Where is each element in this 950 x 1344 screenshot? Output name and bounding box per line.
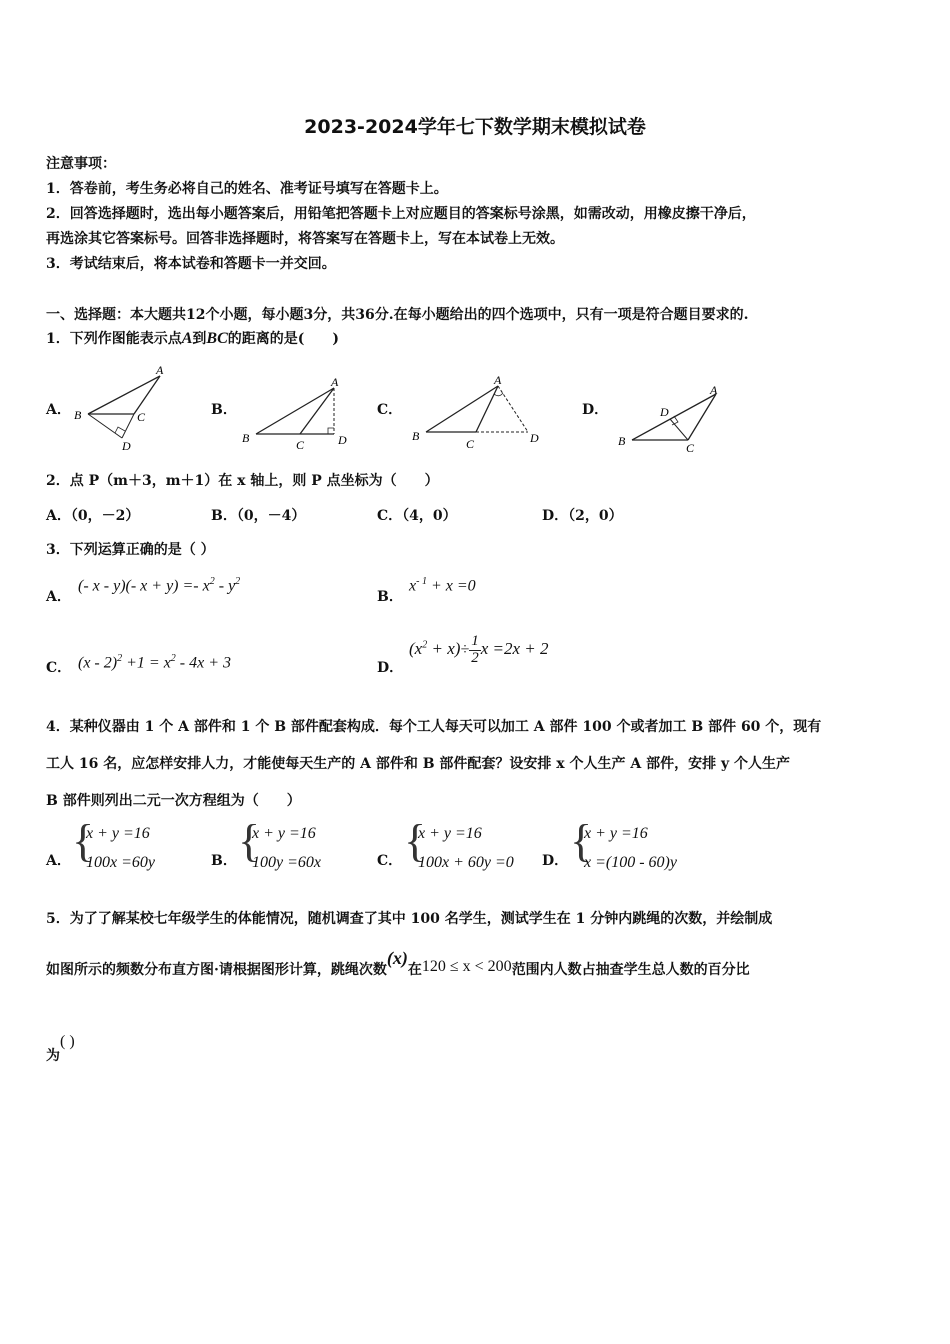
brace-icon: { <box>404 815 427 866</box>
brace-icon: { <box>570 815 593 866</box>
q3-option-b-label: B． <box>377 589 403 605</box>
q3-option-d-expr: $(x^2 + x)\div$ $\frac{1}{2}$ x =2x + 2 <box>409 633 549 666</box>
section-heading: 一、选择题：本大题共12个小题，每小题3分，共36分.在每小题给出的四个选项中，只有一项是符合题目要求的. <box>46 307 749 323</box>
q1-figure-b <box>238 372 358 454</box>
brace-icon: { <box>238 815 261 866</box>
q1-figure-c <box>408 372 548 454</box>
q3-option-a-label: A． <box>46 589 71 605</box>
notice-item: 3．考试结束后，将本试卷和答题卡一并交回。 <box>46 256 336 272</box>
svg-text:B: B <box>618 434 626 448</box>
q3-stem: 3．下列运算正确的是（ ） <box>46 542 215 558</box>
q3-option-b-expr: $x^{- 1} + x =0$ <box>409 576 476 595</box>
notice-item: 1．答卷前，考生务必将自己的姓名、准考证号填写在答题卡上。 <box>46 181 448 197</box>
q1-figure-a <box>70 362 170 452</box>
q4-line-3: B 部件则列出二元一次方程组为（ ） <box>46 793 301 809</box>
point-label: C <box>137 410 146 424</box>
svg-text:C: C <box>466 437 475 451</box>
q1-option-a-label: A． <box>46 402 71 418</box>
q3-option-a-expr: (- x - y)(- $x + y) =- x^2 - y^2$ <box>78 576 241 595</box>
q4-system-a-eq2: 100x =60y <box>86 854 155 871</box>
q4-option-a-label: A． <box>46 853 71 869</box>
point-label: B <box>74 408 82 422</box>
svg-text:A: A <box>494 373 502 387</box>
q2-option-a: A．（0，－2） <box>46 508 140 524</box>
q2-option-b: B．（0，－4） <box>211 508 306 524</box>
q3-option-c-label: C． <box>46 660 72 676</box>
q2-option-d: D．（2，0） <box>542 508 623 524</box>
q1-option-b-label: B． <box>211 402 237 418</box>
brace-icon: { <box>72 815 95 866</box>
q4-option-d-label: D． <box>542 853 569 869</box>
q1-option-d-label: D． <box>582 402 609 418</box>
q4-system-c-eq2: 100x + 60y =0 <box>418 854 514 871</box>
svg-text:A: A <box>331 375 339 389</box>
q4-system-d-eq1: x + y =16 <box>584 825 648 842</box>
q2-stem: 2．点 P（m＋3，m＋1）在 x 轴上，则 P 点坐标为（ ） <box>46 473 439 489</box>
q5-line-1: 5．为了了解某校七年级学生的体能情况，随机调查了其中 100 名学生，测试学生在 1 分钟内跳绳的次数，并绘制成 <box>46 911 773 927</box>
notice-item: 2．回答选择题时，选出每小题答案后，用铅笔把答题卡上对应题目的答案标号涂黑，如需改动，用橡皮擦干净后， <box>46 206 756 222</box>
svg-text:C: C <box>296 438 305 452</box>
notice-heading: 注意事项： <box>46 156 116 172</box>
q4-line-2: 工人 16 名，应怎样安排人力，才能使每天生产的 A 部件和 B 部件配套？设安排 x 个人生产 A 部件，安排 y 个人生产 <box>46 756 791 772</box>
point-label: D <box>122 439 131 452</box>
q4-line-1: 4．某种仪器由 1 个 A 部件和 1 个 B 部件配套构成．每个工人每天可以加工 A 部件 100 个或者加工 B 部件 60 个，现有 <box>46 719 822 735</box>
svg-text:A: A <box>710 383 718 397</box>
svg-text:D: D <box>660 405 669 419</box>
q1-figure-d <box>614 382 734 454</box>
q3-option-d-label: D． <box>377 660 404 676</box>
svg-text:B: B <box>412 429 420 443</box>
svg-text:C: C <box>686 441 695 454</box>
q5-line-3: 为( ) <box>46 1033 75 1064</box>
q4-system-b-eq2: 100y =60x <box>252 854 321 871</box>
point-label: A <box>156 363 164 377</box>
svg-text:B: B <box>242 431 250 445</box>
q4-option-b-label: B． <box>211 853 237 869</box>
q4-system-b-eq1: x + y =16 <box>252 825 316 842</box>
q2-option-c: C．（4，0） <box>377 508 457 524</box>
q3-option-c-expr: $(x - 2)^2 +1 = x^2 - 4x + 3$ <box>78 653 232 672</box>
q4-system-d-eq2: x =(100 - 60)y <box>584 854 677 871</box>
page-title: 2023-2024学年七下数学期末模拟试卷 <box>304 116 646 138</box>
q1-option-c-label: C． <box>377 402 403 418</box>
q1-stem: 1．下列作图能表示点A到BC的距离的是( ) <box>46 330 340 347</box>
svg-text:D: D <box>338 433 347 447</box>
q4-system-a-eq1: x + y =16 <box>86 825 150 842</box>
svg-text:D: D <box>530 431 539 445</box>
q5-line-2: 如图所示的频数分布直方图·请根据图形计算，跳绳次数(x)在120 ≤ x < 200范围内人数占抽查学生总人数的百分比 <box>46 948 750 978</box>
q4-option-c-label: C． <box>377 853 403 869</box>
notice-item: 再选涂其它答案标号。回答非选择题时，将答案写在答题卡上，写在本试卷上无效。 <box>46 231 564 247</box>
q4-system-c-eq1: x + y =16 <box>418 825 482 842</box>
